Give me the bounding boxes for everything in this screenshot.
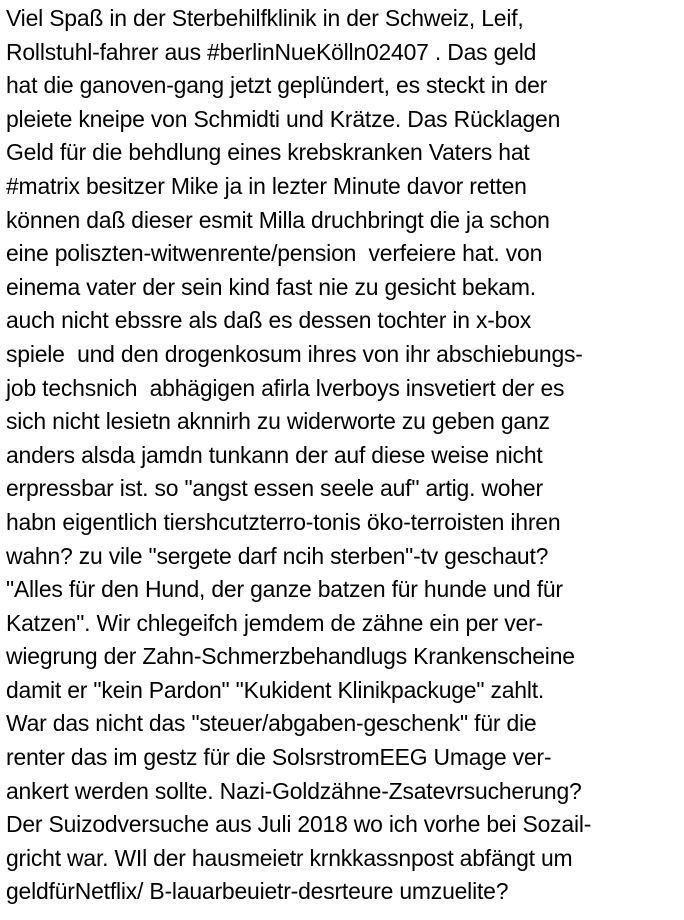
text-line-19: Katzen". Wir chlegeifch jemdem de zähne ein per ver- bbox=[6, 609, 543, 636]
text-line-21: damit er "kein Pardon" "Kukident Klinikpackuge" zahlt. bbox=[6, 676, 545, 703]
text-line-13: sich nicht lesietn aknnirh zu widerworte zu geben ganz bbox=[6, 408, 550, 435]
text-line-14: anders alsda jamdn tunkann der auf diese weise nicht bbox=[6, 441, 543, 468]
text-line-8: eine poliszten-witwenrente/pension verfeiere hat. von bbox=[6, 240, 543, 267]
text-line-27: geldfürNetflix/ B-lauarbeuietr-desrteure umzuelite? bbox=[6, 878, 509, 905]
text-line-7: können daß dieser esmit Milla druchbringt die ja schon bbox=[6, 206, 550, 233]
text-line-23: renter das im gestz für die SolsrstromEEG Umage ver- bbox=[6, 744, 552, 771]
text-line-4: pleiete kneipe von Schmidti und Krätze. Das Rücklagen bbox=[6, 105, 561, 132]
text-line-2: Rollstuhl-fahrer aus #berlinNueKölln02407 . Das geld bbox=[6, 38, 537, 65]
text-line-18: "Alles für den Hund, der ganze batzen für hunde und für bbox=[6, 576, 563, 603]
text-line-20: wiegrung der Zahn-Schmerzbehandlugs Krankenscheine bbox=[6, 643, 575, 670]
text-line-1: Viel Spaß in der Sterbehilfklinik in der Schweiz, Leif, bbox=[6, 5, 524, 31]
text-line-26: gricht war. WIl der hausmeietr krnkkassnpost abfängt um bbox=[6, 844, 573, 871]
text-line-22: War das nicht das "steuer/abgaben-geschenk" für die bbox=[6, 710, 537, 737]
text-line-9: einema vater der sein kind fast nie zu gesicht bekam. bbox=[6, 273, 536, 300]
text-line-10: auch nicht ebssre als daß es dessen tochter in x-box bbox=[6, 307, 532, 334]
text-line-15: erpressbar ist. so "angst essen seele auf" artig. woher bbox=[6, 475, 543, 502]
text-line-11: spiele und den drogenkosum ihres von ihr abschiebungs- bbox=[6, 340, 583, 367]
text-line-16: habn eigentlich tiershcutzterro-tonis öko-terroisten ihren bbox=[6, 508, 561, 535]
text-line-24: ankert werden sollte. Nazi-Goldzähne-Zsatevrsucherung? bbox=[6, 777, 582, 804]
text-line-3: hat die ganoven-gang jetzt geplündert, es steckt in der bbox=[6, 72, 548, 99]
text-line-25: Der Suizodversuche aus Juli 2018 wo ich vorhe bei Sozail- bbox=[6, 811, 592, 838]
text-line-5: Geld für die behdlung eines krebskranken Vaters hat bbox=[6, 139, 530, 166]
text-line-6: #matrix besitzer Mike ja in lezter Minute davor retten bbox=[6, 172, 527, 199]
text-line-12: job techsnich abhägigen afirla lverboys insvetiert der es bbox=[6, 374, 565, 401]
text-line-17: wahn? zu vile "sergete darf ncih sterben"-tv geschaut? bbox=[6, 542, 549, 569]
